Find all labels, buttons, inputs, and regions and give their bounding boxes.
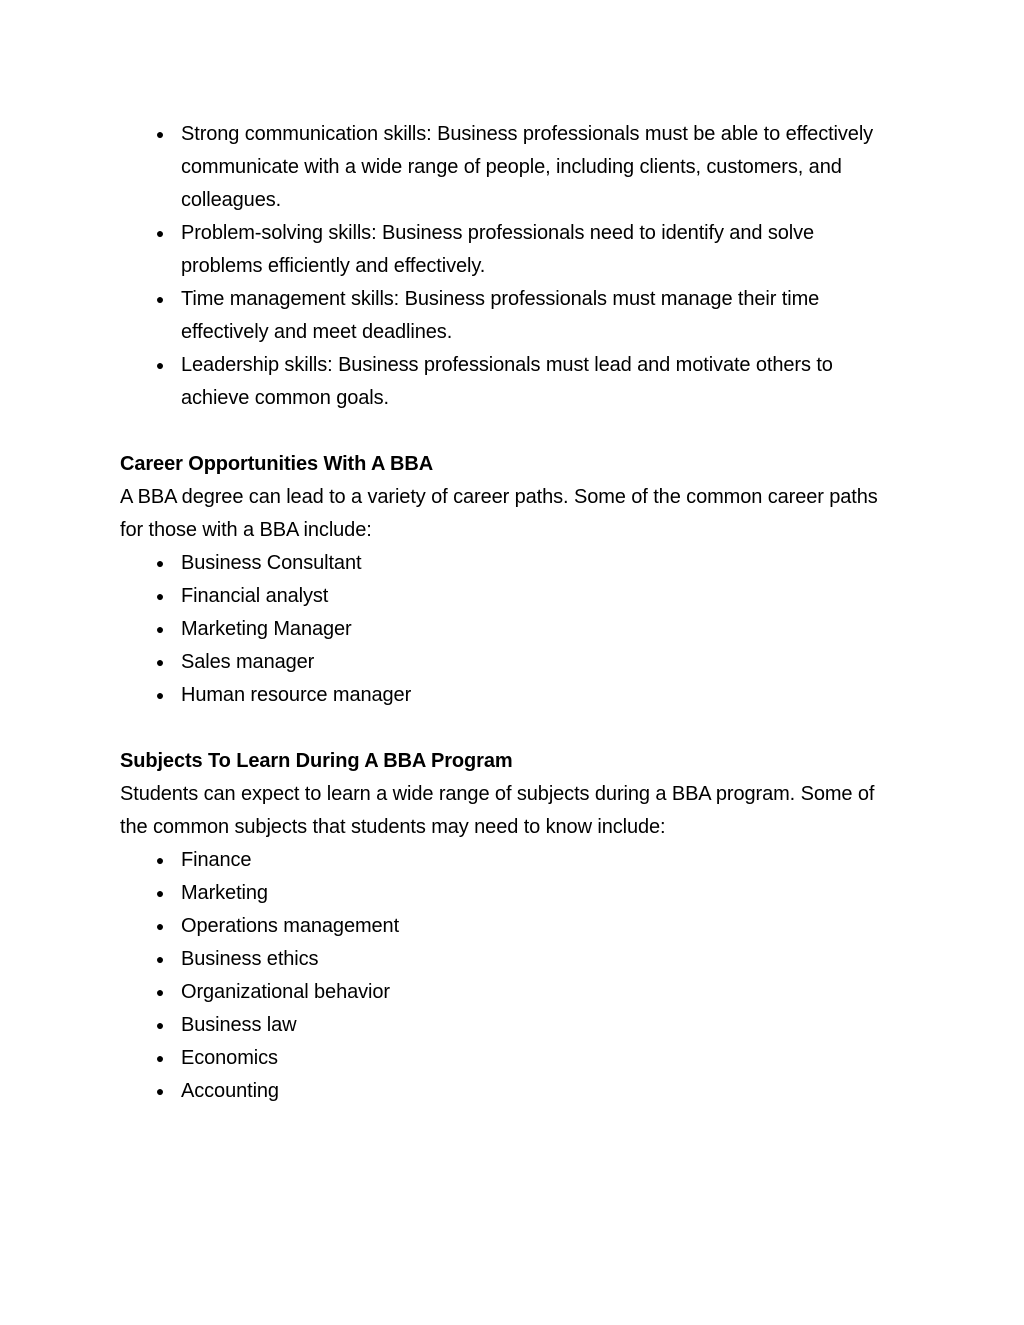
career-intro: A BBA degree can lead to a variety of career paths. Some of the common career paths for those with a BBA include:	[120, 486, 878, 541]
list-item	[120, 547, 900, 580]
list-item	[120, 646, 900, 679]
list-item	[120, 283, 900, 349]
list-item	[120, 217, 900, 283]
bullet-icon: ●	[155, 126, 165, 142]
bullet-icon: ●	[155, 555, 165, 571]
list-item-text: Problem-solving skills: Business professionals need to identify and solve problems efficiently and effectively.	[181, 222, 815, 277]
bullet-icon: ●	[155, 225, 165, 241]
list-item-text: Marketing Manager	[181, 618, 352, 640]
bullet-icon: ●	[155, 1083, 165, 1099]
skills-list	[120, 118, 900, 415]
list-item-text: Marketing	[181, 882, 268, 904]
list-item	[120, 118, 900, 217]
list-item	[120, 1042, 900, 1075]
list-item-text: Accounting	[181, 1080, 279, 1102]
list-item	[120, 679, 900, 712]
list-item-text: Business Consultant	[181, 552, 362, 574]
subjects-heading: Subjects To Learn During A BBA Program	[120, 750, 513, 772]
list-item-text: Sales manager	[181, 651, 315, 673]
list-item-text: Economics	[181, 1047, 278, 1069]
career-list	[120, 547, 900, 712]
subjects-list	[120, 844, 900, 1108]
bullet-icon: ●	[155, 852, 165, 868]
list-item	[120, 844, 900, 877]
bullet-icon: ●	[155, 984, 165, 1000]
list-item-text: Time management skills: Business professionals must manage their time effectively and meet deadlines.	[181, 288, 820, 343]
bullet-icon: ●	[155, 357, 165, 373]
subjects-intro: Students can expect to learn a wide range of subjects during a BBA program. Some of the common subjects that students may need to know include:	[120, 783, 875, 838]
list-item-text: Operations management	[181, 915, 400, 937]
list-item	[120, 943, 900, 976]
list-item-text: Strong communication skills: Business professionals must be able to effectively communicate with a wide range of people, including clients, customers, and colleagues.	[181, 123, 874, 211]
list-item	[120, 1075, 900, 1108]
list-item-text: Business law	[181, 1014, 297, 1036]
bullet-icon: ●	[155, 291, 165, 307]
bullet-icon: ●	[155, 918, 165, 934]
list-item	[120, 613, 900, 646]
list-item-text: Leadership skills: Business professionals must lead and motivate others to achieve common goals.	[181, 354, 833, 409]
list-item	[120, 580, 900, 613]
bullet-icon: ●	[155, 588, 165, 604]
list-item	[120, 1009, 900, 1042]
document-content	[120, 118, 900, 1108]
list-item-text: Human resource manager	[181, 684, 412, 706]
list-item	[120, 877, 900, 910]
section-spacer	[120, 712, 900, 745]
list-item	[120, 910, 900, 943]
bullet-icon: ●	[155, 621, 165, 637]
bullet-icon: ●	[155, 654, 165, 670]
list-item-text: Organizational behavior	[181, 981, 390, 1003]
bullet-icon: ●	[155, 885, 165, 901]
bullet-icon: ●	[155, 687, 165, 703]
bullet-icon: ●	[155, 1050, 165, 1066]
list-item	[120, 976, 900, 1009]
bullet-icon: ●	[155, 1017, 165, 1033]
list-item-text: Financial analyst	[181, 585, 329, 607]
career-heading: Career Opportunities With A BBA	[120, 453, 434, 475]
bullet-icon: ●	[155, 951, 165, 967]
list-item-text: Business ethics	[181, 948, 319, 970]
list-item	[120, 349, 900, 415]
section-spacer	[120, 415, 900, 448]
list-item-text: Finance	[181, 849, 252, 871]
